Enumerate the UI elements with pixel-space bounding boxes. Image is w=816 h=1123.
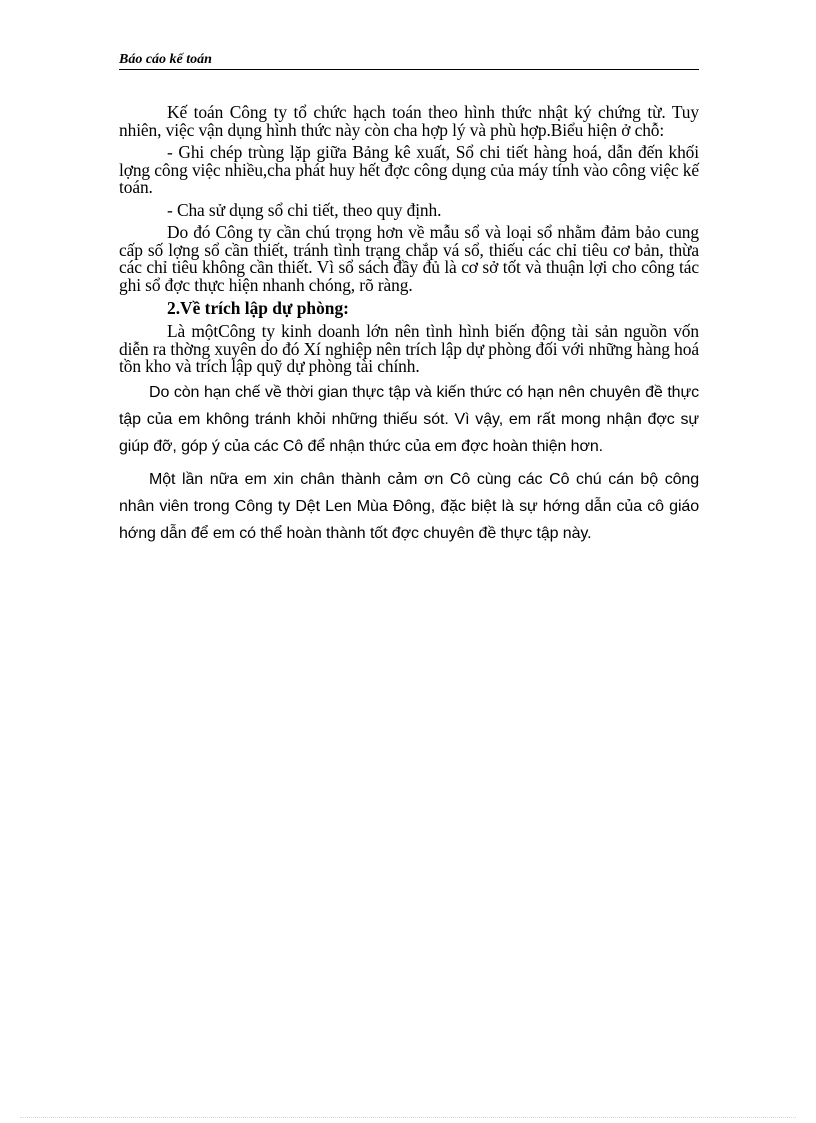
paragraph-detail-books: - Cha sử dụng sổ chi tiết, theo quy định. xyxy=(167,199,442,220)
header-title: Báo cáo kế toán xyxy=(119,52,212,67)
page-header xyxy=(119,52,699,70)
paragraph-limitations: Do còn hạn chế về thời gian thực tập và kiến thức có hạn nên chuyên đề thực tập của em không tránh khỏi những thiếu sót. Vì vậy, em rất mong nhận đợc sự giúp đỡ, góp ý của các Cô để nhận thức của em đợc hoàn thiện hơn. xyxy=(119,383,699,455)
section-heading-provisions: 2.Về trích lập dự phòng: xyxy=(167,298,349,318)
paragraph-duplicate-records: - Ghi chép trùng lặp giữa Bảng kê xuất, Sổ chi tiết hàng hoá, dẫn đến khối lợng công việc nhiều,cha phát huy hết đợc công dụng của máy tính vào công việc kế toán. xyxy=(119,142,699,197)
paragraph-book-templates: Do đó Công ty cần chú trọng hơn về mẫu sổ và loại sổ nhằm đảm bảo cung cấp số lợng sổ cần thiết, tránh tình trạng chắp vá sổ, thiếu các chỉ tiêu cơ bản, thừa các chỉ tiêu không cần thiết. Vì sổ sách đầy đủ là cơ sở tốt và thuận lợi cho công tác ghi sổ đợc thực hiện nhanh chóng, rõ ràng. xyxy=(119,222,699,295)
paragraph-accounting-form: Kế toán Công ty tổ chức hạch toán theo hình thức nhật ký chứng từ. Tuy nhiên, việc vận dụng hình thức này còn cha hợp lý và phù hợp.Biểu hiện ở chỗ: xyxy=(119,102,699,140)
page-bottom-rule xyxy=(20,1117,796,1118)
paragraph-thanks: Một lần nữa em xin chân thành cảm ơn Cô cùng các Cô chú cán bộ công nhân viên trong Công ty Dệt Len Mùa Đông, đặc biệt là sự hớng dẫn của cô giáo hớng dẫn để em có thể hoàn thành tốt đợc chuyên đề thực tập này. xyxy=(119,470,699,542)
paragraph-provisions: Là mộtCông ty kinh doanh lớn nên tình hình biến động tài sản nguồn vốn diễn ra thờng xuyên do đó Xí nghiệp nên trích lập dự phòng đối với những hàng hoá tồn kho và trích lập quỹ dự phòng tài chính. xyxy=(119,321,699,376)
document-body xyxy=(119,104,699,547)
